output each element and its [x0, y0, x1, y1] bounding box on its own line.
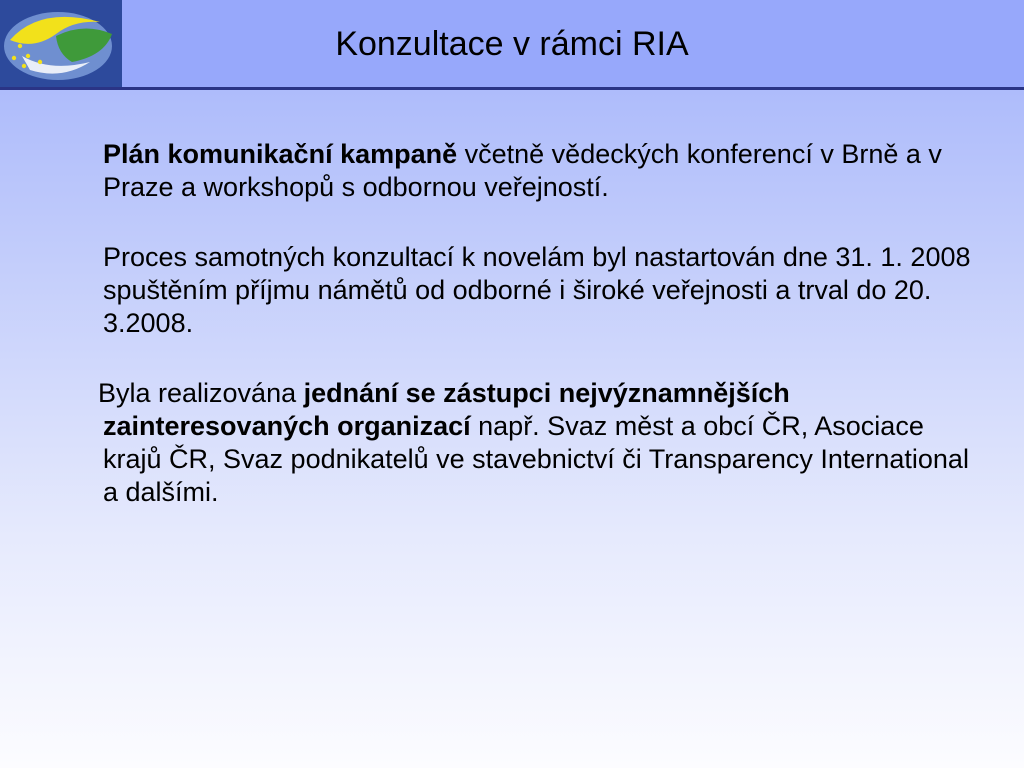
paragraph-text: např. Svaz měst a obcí ČR, Asociace krajů ČR, Svaz podnikatelů ve stavebnictví či Transparency International a dalšími.	[103, 411, 969, 507]
paragraph-text: včetně vědeckých konferencí v Brně a v Praze a workshopů s odbornou veřejností.	[103, 139, 942, 202]
ministry-logo-icon	[0, 0, 122, 87]
paragraph-bold: jednání se zástupci nejvýznamnějších zainteresovaných organizací	[103, 378, 790, 441]
paragraph-text: Proces samotných konzultací k novelám byl nastartován dne 31. 1. 2008 spuštěním příjmu námětů od odborné i široké veřejnosti a trval do 20. 3.2008.	[103, 242, 971, 338]
slide-body	[98, 138, 983, 546]
paragraph-lead: Byla realizována	[98, 378, 304, 408]
slide-title: Konzultace v rámci RIA	[335, 25, 689, 63]
slide-header	[0, 0, 1024, 87]
header-divider	[0, 87, 1024, 90]
paragraph-communication-campaign	[103, 138, 983, 204]
paragraph-negotiations	[98, 377, 983, 509]
logo-graphic	[0, 0, 122, 87]
paragraph-consultation-process	[103, 241, 983, 340]
paragraph-bold-lead: Plán komunikační kampaně	[103, 139, 458, 169]
